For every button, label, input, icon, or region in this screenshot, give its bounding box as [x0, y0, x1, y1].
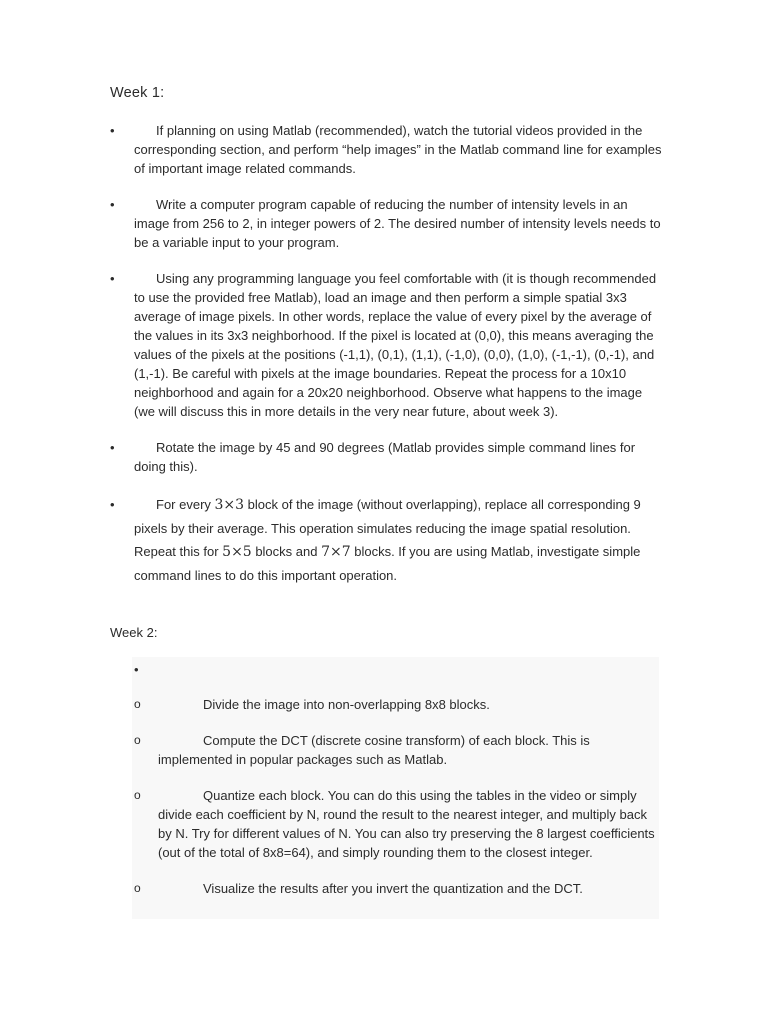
math-expression: 5×5: [222, 544, 252, 560]
task-text: For every: [156, 497, 215, 512]
sub-bullet: o: [134, 733, 141, 747]
list-item: [134, 695, 659, 714]
list-item: [134, 731, 659, 769]
task-text: Divide the image into non-overlapping 8x8 blocks.: [203, 697, 490, 712]
task-text: blocks and: [251, 544, 322, 559]
week2-task-list: [134, 695, 659, 915]
task-text: Quantize each block. You can do this using the tables in the video or simply divide each coefficient by N, round the result to the nearest integer, and multiply back by N. Try for different values of N. You can also try preserving the 8 largest coefficients (out of the total of 8x8=64), and simply rounding them to the closest integer.: [158, 788, 655, 860]
list-item: [134, 879, 659, 898]
bullet: •: [110, 440, 115, 455]
task-text: Rotate the image by 45 and 90 degrees (Matlab provides simple command lines for doing this).: [134, 440, 636, 474]
task-text: Compute the DCT (discrete cosine transform) of each block. This is implemented in popular packages such as Matlab.: [158, 733, 590, 767]
task-text: If planning on using Matlab (recommended), watch the tutorial videos provided in the corresponding section, and perform “help images” in the Matlab command line for examples of important image related commands.: [134, 123, 662, 176]
bullet: •: [110, 271, 115, 286]
task-text: block of the image (without overlapping), replace all corresponding 9 pixels by their average. This operation simulates reducing the image spatial resolution. Repeat this for: [134, 497, 641, 559]
list-item: [110, 493, 665, 587]
week1-heading: Week 1:: [110, 85, 165, 101]
bullet: •: [110, 123, 115, 138]
bullet: •: [110, 497, 115, 512]
week2-heading: Week 2:: [110, 625, 158, 640]
bullet: •: [134, 662, 139, 677]
list-item: [110, 269, 665, 421]
task-text: Write a computer program capable of reducing the number of intensity levels in an image from 256 to 2, in integer powers of 2. The desired number of intensity levels needs to be a variable input to your program.: [134, 197, 661, 250]
task-text: Using any programming language you feel comfortable with (it is though recommended to use the provided free Matlab), load an image and then perform a simple spatial 3x3 average of image pixels. In other words, replace the value of every pixel by the average of the values in its 3x3 neighborhood. If the pixel is located at (0,0), this means averaging the values of the pixels at the positions (-1,1), (0,1), (1,1), (-1,0), (0,0), (1,0), (-1,-1), (0,-1), and (1,-1). Be careful with pixels at the image boundaries. Repeat the process for a 10x10 neighborhood and again for a 20x20 neighborhood. Observe what happens to the image (we will discuss this in more details in the very near future, about week 3).: [134, 271, 657, 419]
list-item: [110, 195, 665, 252]
list-item: [134, 786, 659, 862]
list-item: [110, 121, 665, 178]
sub-bullet: o: [134, 788, 141, 802]
bullet: •: [110, 197, 115, 212]
week1-task-list: [110, 121, 665, 604]
task-text: blocks. If you are using Matlab, investigate simple command lines to do this important operation.: [134, 544, 641, 583]
sub-bullet: o: [134, 697, 141, 711]
list-item: [110, 438, 665, 476]
sub-bullet: o: [134, 881, 141, 895]
math-expression: 3×3: [214, 497, 245, 513]
math-expression: 7×7: [321, 544, 351, 560]
task-text: Visualize the results after you invert the quantization and the DCT.: [203, 881, 583, 896]
